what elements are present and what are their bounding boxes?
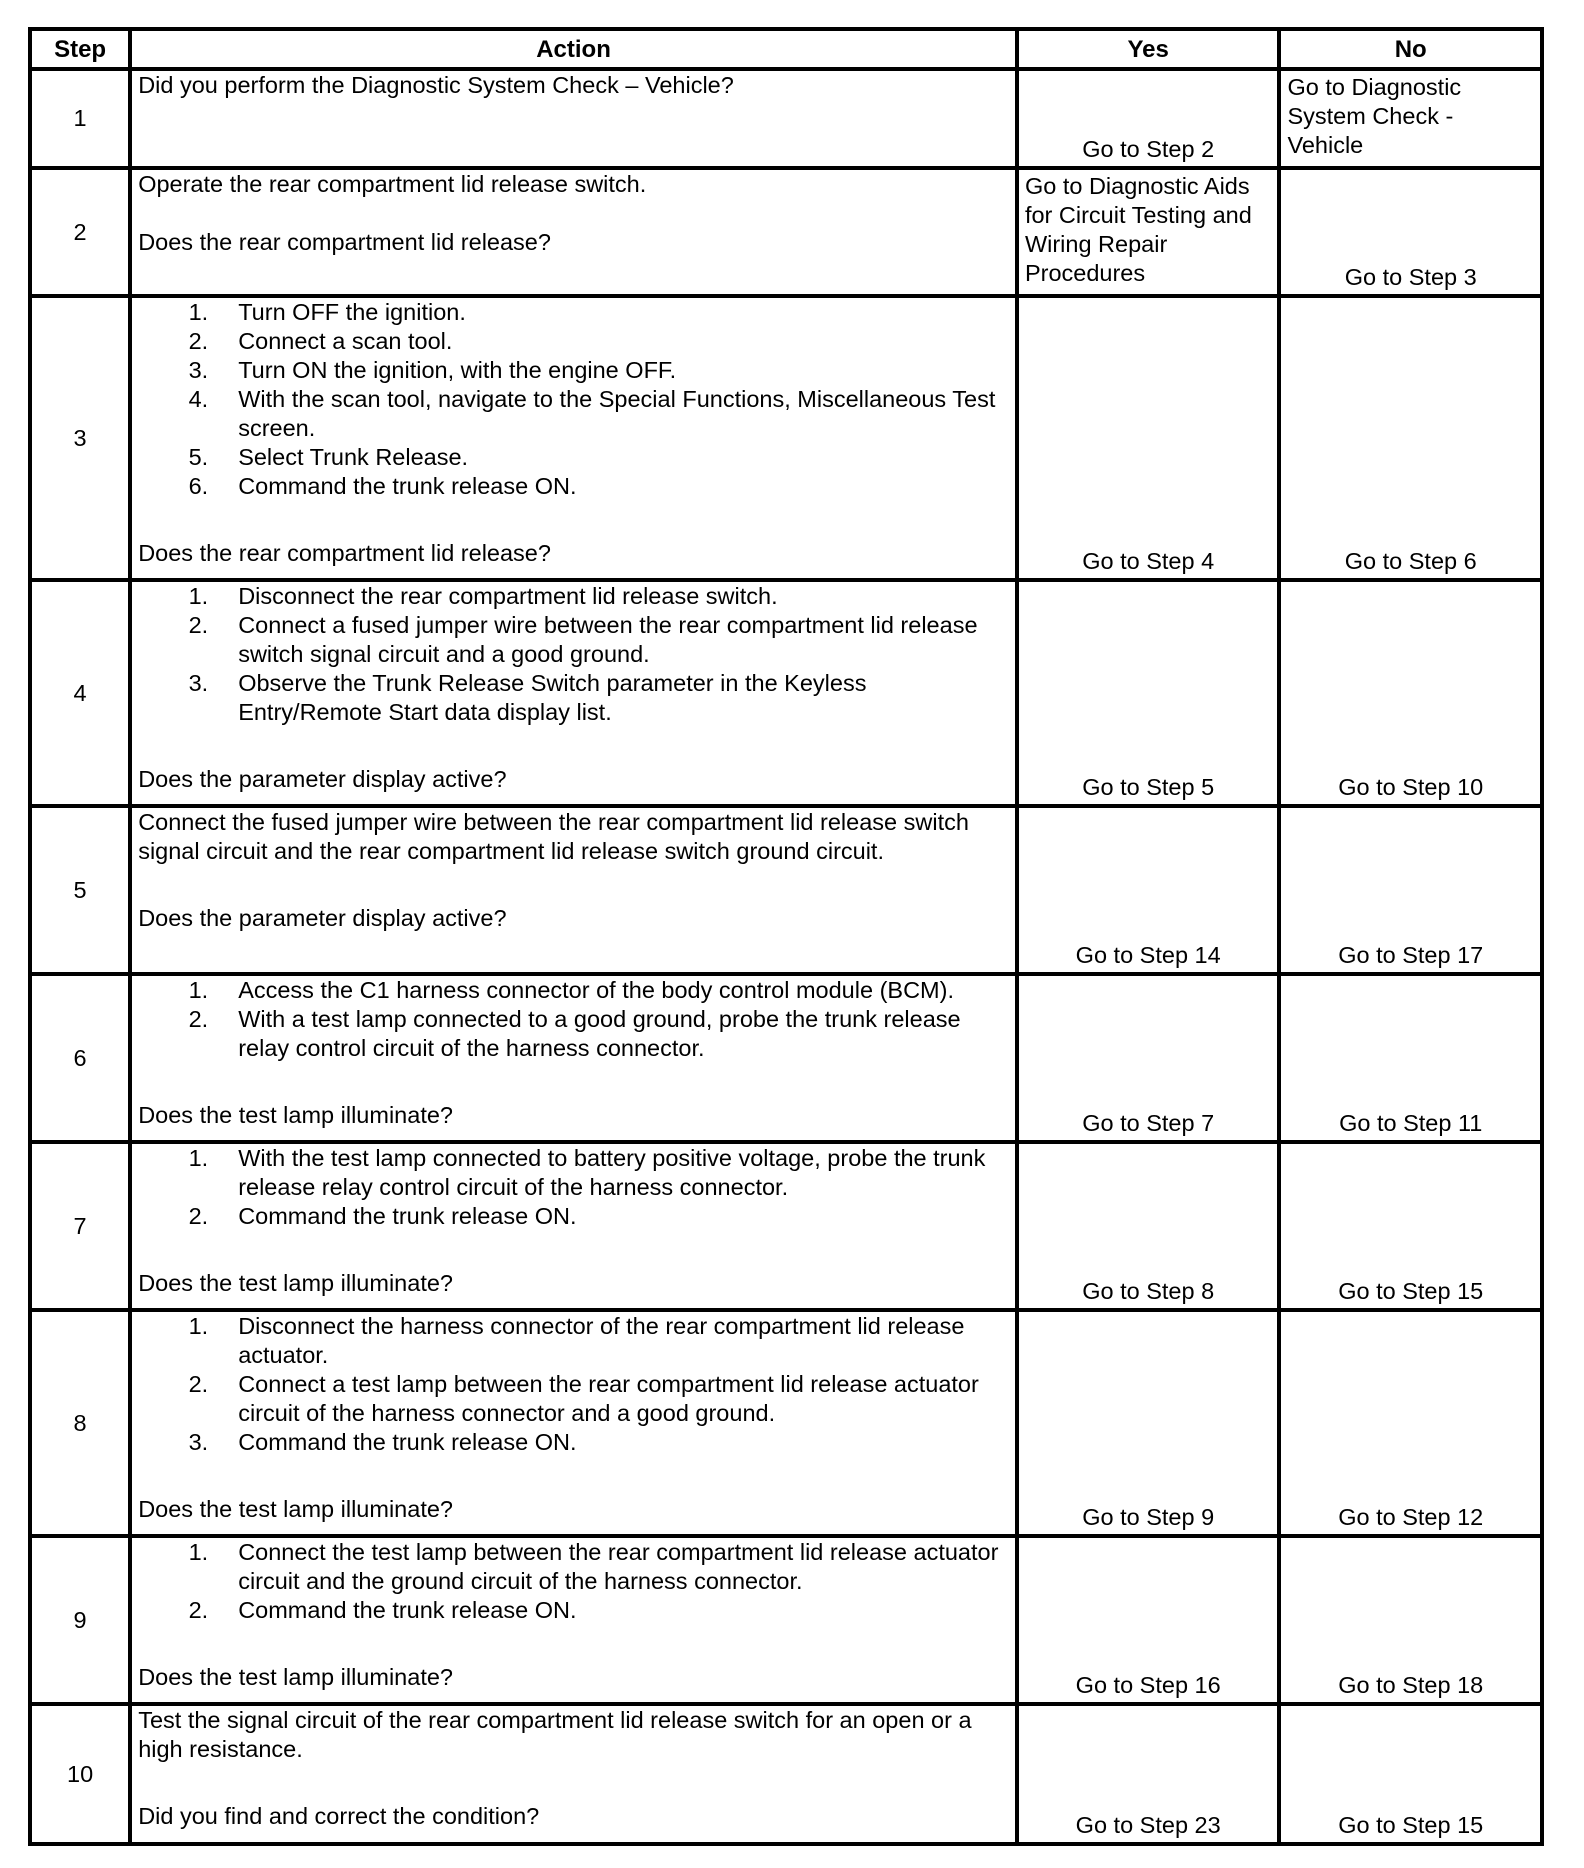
list-item: 3. Turn ON the ignition, with the engine OFF. [188,357,677,383]
no-result: Go to Diagnostic System Check - Vehicle [1279,69,1542,168]
list-item: 2. With a test lamp connected to a good ground, probe the trunk release relay control circuit of the harness connector. [188,1006,961,1061]
action-cell [130,296,1017,580]
list-item: 1. Disconnect the harness connector of the rear compartment lid release actuator. [188,1313,965,1368]
table-row [30,974,1542,1142]
action-cell [130,1310,1017,1536]
procedure-list [138,298,1007,501]
step-number: 7 [30,1142,130,1310]
action-question: Does the rear compartment lid release? [138,229,551,255]
action-text: Connect the fused jumper wire between the rear compartment lid release switch signal circuit and the rear compartment lid release switch ground circuit. [138,809,969,864]
action-question: Does the test lamp illuminate? [138,1270,453,1296]
header-step: Step [30,29,130,69]
procedure-list [138,1312,1007,1457]
table-row [30,1310,1542,1536]
action-cell [130,974,1017,1142]
action-question: Does the test lamp illuminate? [138,1496,453,1522]
step-number: 5 [30,806,130,974]
no-result: Go to Step 11 [1279,974,1542,1142]
list-item: 1. Turn OFF the ignition. [188,299,466,325]
no-result: Go to Step 10 [1279,580,1542,806]
step-number: 9 [30,1536,130,1704]
table-row [30,168,1542,296]
header-action: Action [130,29,1017,69]
no-result: Go to Step 6 [1279,296,1542,580]
header-yes: Yes [1017,29,1280,69]
action-cell [130,580,1017,806]
list-item: 2. Connect a fused jumper wire between the rear compartment lid release switch signal circuit and a good ground. [188,612,978,667]
list-item: 3. Command the trunk release ON. [188,1429,577,1455]
action-question: Does the parameter display active? [138,905,507,931]
no-result: Go to Step 15 [1279,1142,1542,1310]
table-row [30,69,1542,168]
yes-result: Go to Step 23 [1017,1704,1280,1844]
list-item: 5. Select Trunk Release. [188,444,469,470]
action-cell [130,1536,1017,1704]
table-row [30,1704,1542,1844]
action-question: Does the test lamp illuminate? [138,1664,453,1690]
header-row [30,29,1542,69]
action-cell [130,1704,1017,1844]
list-item: 1. With the test lamp connected to battery positive voltage, probe the trunk release relay control circuit of the harness connector. [188,1145,986,1200]
procedure-list [138,1144,1007,1231]
yes-result: Go to Step 9 [1017,1310,1280,1536]
yes-result: Go to Diagnostic Aids for Circuit Testing and Wiring Repair Procedures [1017,168,1280,296]
list-item: 1. Access the C1 harness connector of the body control module (BCM). [188,977,954,1003]
no-result: Go to Step 3 [1279,168,1542,296]
action-question: Did you find and correct the condition? [138,1803,540,1829]
header-no: No [1279,29,1542,69]
action-cell [130,806,1017,974]
action-question: Does the rear compartment lid release? [138,540,551,566]
yes-result: Go to Step 4 [1017,296,1280,580]
action-cell [130,1142,1017,1310]
step-number: 3 [30,296,130,580]
list-item: 2. Connect a test lamp between the rear compartment lid release actuator circuit of the harness connector and a good ground. [188,1371,979,1426]
no-result: Go to Step 17 [1279,806,1542,974]
table-row [30,806,1542,974]
action-cell [130,69,1017,168]
step-number: 1 [30,69,130,168]
action-text: Did you perform the Diagnostic System Check – Vehicle? [138,72,734,98]
procedure-list [138,582,1007,727]
action-question: Does the test lamp illuminate? [138,1102,453,1128]
action-cell [130,168,1017,296]
step-number: 4 [30,580,130,806]
list-item: 4. With the scan tool, navigate to the Special Functions, Miscellaneous Test screen. [188,386,996,441]
step-number: 8 [30,1310,130,1536]
procedure-list [138,1538,1007,1625]
no-result: Go to Step 18 [1279,1536,1542,1704]
table-row [30,1536,1542,1704]
no-result: Go to Step 15 [1279,1704,1542,1844]
table-row [30,580,1542,806]
list-item: 3. Observe the Trunk Release Switch parameter in the Keyless Entry/Remote Start data display list. [188,670,867,725]
action-text: Test the signal circuit of the rear compartment lid release switch for an open or a high resistance. [138,1707,972,1762]
step-number: 2 [30,168,130,296]
list-item: 1. Disconnect the rear compartment lid release switch. [188,583,778,609]
no-result: Go to Step 12 [1279,1310,1542,1536]
table-row [30,1142,1542,1310]
action-question: Does the parameter display active? [138,766,507,792]
list-item: 2. Command the trunk release ON. [188,1597,577,1623]
yes-result: Go to Step 8 [1017,1142,1280,1310]
list-item: 1. Connect the test lamp between the rear compartment lid release actuator circuit and the ground circuit of the harness connector. [188,1539,999,1594]
yes-result: Go to Step 2 [1017,69,1280,168]
list-item: 2. Command the trunk release ON. [188,1203,577,1229]
list-item: 2. Connect a scan tool. [188,328,453,354]
step-number: 10 [30,1704,130,1844]
yes-result: Go to Step 5 [1017,580,1280,806]
table-row [30,296,1542,580]
diagnostic-table [28,27,1544,1846]
list-item: 6. Command the trunk release ON. [188,473,577,499]
yes-result: Go to Step 7 [1017,974,1280,1142]
step-number: 6 [30,974,130,1142]
procedure-list [138,976,1007,1063]
action-text: Operate the rear compartment lid release switch. [138,171,647,197]
yes-result: Go to Step 16 [1017,1536,1280,1704]
yes-result: Go to Step 14 [1017,806,1280,974]
